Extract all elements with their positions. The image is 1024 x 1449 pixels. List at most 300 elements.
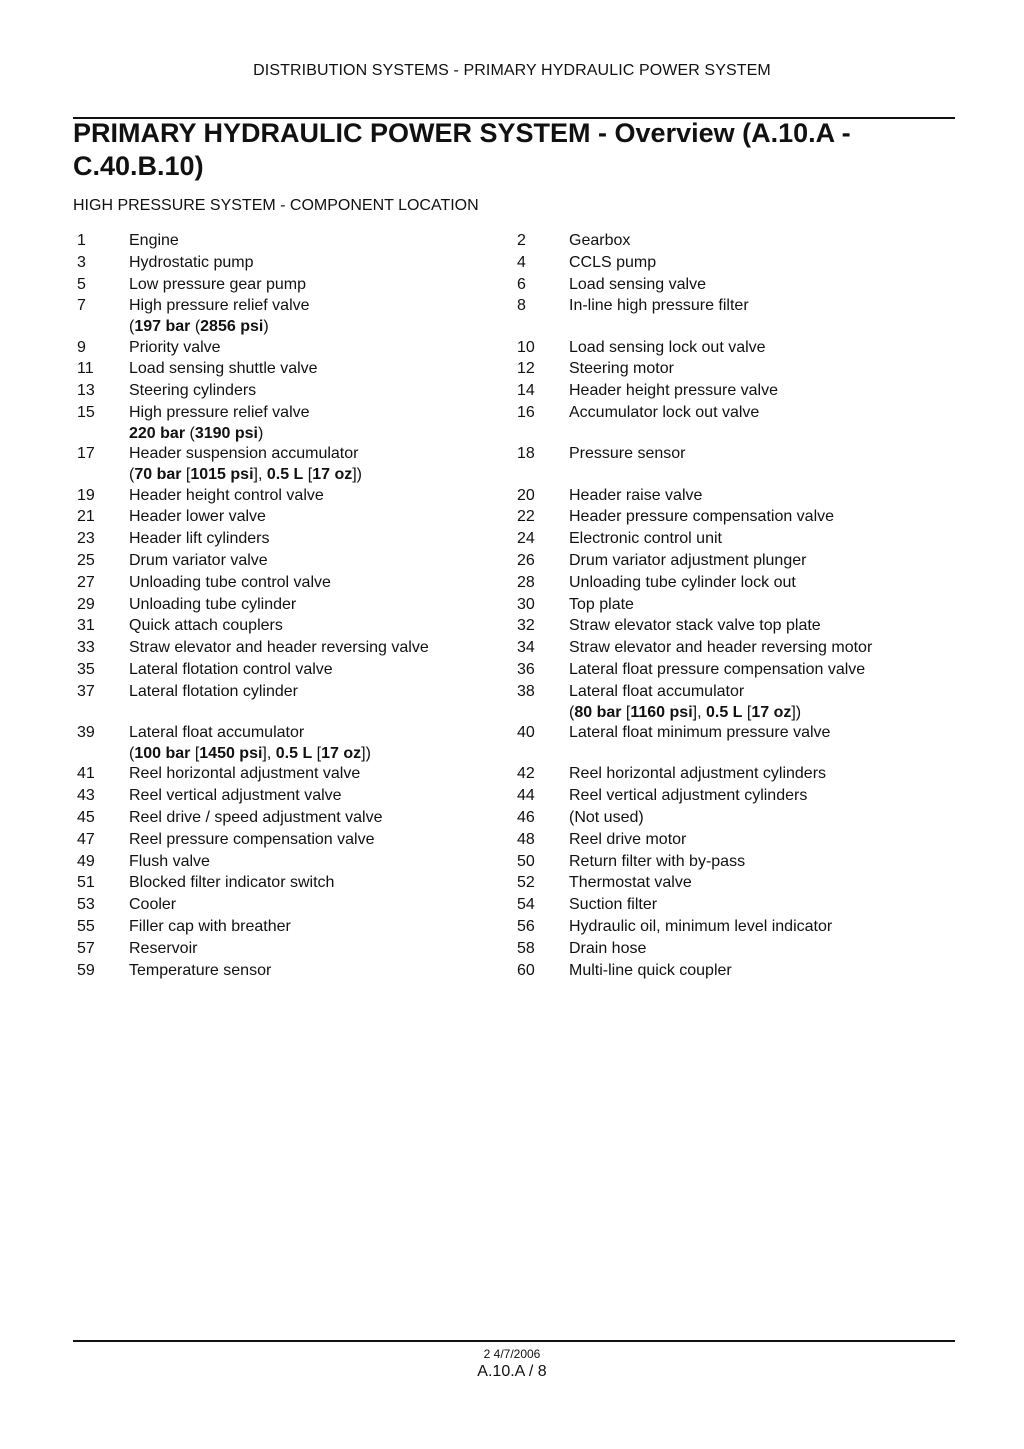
item-label: Return filter with by-pass xyxy=(569,852,746,870)
item-spec: (80 bar [1160 psi], 0.5 L [17 oz]) xyxy=(569,703,802,721)
legend-item xyxy=(77,938,517,960)
item-label: Lateral flotation control valve xyxy=(129,661,333,679)
item-label: Thermostat valve xyxy=(569,874,692,892)
legend-item xyxy=(77,916,517,938)
item-number: 28 xyxy=(517,573,535,591)
legend-item xyxy=(517,402,957,424)
item-label: Lateral float accumulator xyxy=(129,724,305,742)
item-label: Temperature sensor xyxy=(129,961,272,979)
item-label: Top plate xyxy=(569,595,634,613)
legend-row xyxy=(77,763,957,785)
item-description xyxy=(129,295,517,336)
item-label: Priority valve xyxy=(129,338,221,356)
legend-item xyxy=(77,402,517,443)
item-number: 11 xyxy=(77,360,94,378)
item-description xyxy=(569,230,957,252)
item-description xyxy=(569,659,957,681)
item-label: Suction filter xyxy=(569,896,658,914)
item-label: Reel horizontal adjustment valve xyxy=(129,765,361,783)
item-label: Reel vertical adjustment cylinders xyxy=(569,787,808,805)
item-description xyxy=(569,274,957,296)
legend-item xyxy=(517,960,957,982)
item-description xyxy=(569,550,957,572)
item-label: Blocked filter indicator switch xyxy=(129,874,335,892)
item-number: 56 xyxy=(517,918,535,936)
item-number: 5 xyxy=(77,275,86,293)
item-description xyxy=(129,637,517,659)
legend-item xyxy=(517,337,957,359)
legend-item xyxy=(517,443,957,465)
item-number: 2 xyxy=(517,232,526,249)
legend-item xyxy=(77,295,517,336)
item-number: 49 xyxy=(77,852,95,870)
footer-date: 2 4/7/2006 xyxy=(483,1347,541,1361)
item-description xyxy=(569,829,957,851)
legend-item xyxy=(77,851,517,873)
legend-row xyxy=(77,615,957,637)
item-description xyxy=(129,763,517,785)
legend-item xyxy=(77,337,517,359)
item-number: 32 xyxy=(517,617,535,635)
item-description xyxy=(129,659,517,681)
item-description xyxy=(129,252,517,274)
legend-item xyxy=(77,274,517,296)
item-description xyxy=(569,295,957,317)
item-label: Straw elevator and header reversing valve xyxy=(129,639,429,657)
legend-item xyxy=(77,829,517,851)
legend-row xyxy=(77,485,957,507)
item-description xyxy=(569,337,957,359)
item-label: Unloading tube cylinder xyxy=(129,595,297,613)
legend-item xyxy=(517,358,957,380)
item-label: Drum variator adjustment plunger xyxy=(569,552,807,570)
legend-row xyxy=(77,807,957,829)
legend-item xyxy=(517,659,957,681)
legend-item xyxy=(517,851,957,873)
item-label: Load sensing valve xyxy=(569,275,706,293)
item-number: 51 xyxy=(77,874,95,892)
legend-item xyxy=(517,594,957,616)
spec-pressure-bar: 100 bar xyxy=(134,744,191,762)
item-number: 31 xyxy=(77,617,95,635)
page-title-line-1: PRIMARY HYDRAULIC POWER SYSTEM - Overview (A.10.A - xyxy=(73,118,851,148)
legend-item xyxy=(77,785,517,807)
item-description xyxy=(569,938,957,960)
legend-row xyxy=(77,402,957,443)
item-label: Steering cylinders xyxy=(129,382,257,400)
legend-item xyxy=(517,785,957,807)
item-number: 52 xyxy=(517,874,535,892)
item-description xyxy=(569,358,957,380)
item-description xyxy=(129,938,517,960)
item-number: 15 xyxy=(77,404,95,422)
item-label: Drum variator valve xyxy=(129,552,268,570)
item-description xyxy=(129,851,517,873)
legend-row xyxy=(77,851,957,873)
item-description xyxy=(129,550,517,572)
spec-volume-oz: 17 oz xyxy=(312,466,353,484)
item-label: Lateral float accumulator xyxy=(569,682,745,700)
item-label: CCLS pump xyxy=(569,253,657,271)
item-label: Unloading tube control valve xyxy=(129,573,331,591)
item-label: Engine xyxy=(129,232,179,249)
legend-item xyxy=(77,659,517,681)
item-label: Lateral flotation cylinder xyxy=(129,682,298,700)
item-number: 39 xyxy=(77,724,95,742)
legend-item xyxy=(517,615,957,637)
item-label: Gearbox xyxy=(569,232,631,249)
legend-item xyxy=(517,916,957,938)
spec-volume-oz: 17 oz xyxy=(321,744,362,762)
item-description xyxy=(569,872,957,894)
spec-pressure-psi: 1450 psi xyxy=(199,744,263,762)
legend-row xyxy=(77,380,957,402)
item-number: 21 xyxy=(77,508,95,526)
spec-volume-l: 0.5 L xyxy=(275,744,313,762)
spec-volume-l: 0.5 L xyxy=(705,703,743,721)
item-label: Hydrostatic pump xyxy=(129,253,254,271)
page-title-line-2: C.40.B.10) xyxy=(73,151,204,181)
item-label: Reel pressure compensation valve xyxy=(129,830,375,848)
item-description xyxy=(129,894,517,916)
item-label: Accumulator lock out valve xyxy=(569,404,760,422)
spec-pressure-psi: 3190 psi xyxy=(194,424,258,442)
item-description xyxy=(569,960,957,982)
legend-item xyxy=(517,528,957,550)
item-description xyxy=(569,785,957,807)
item-number: 8 xyxy=(517,297,526,315)
item-description xyxy=(129,594,517,616)
legend-item xyxy=(77,485,517,507)
legend-item xyxy=(77,763,517,785)
legend-row xyxy=(77,722,957,763)
item-description xyxy=(129,358,517,380)
item-label: Straw elevator stack valve top plate xyxy=(569,617,821,635)
item-number: 18 xyxy=(517,445,535,463)
item-label: (Not used) xyxy=(569,809,644,827)
item-description xyxy=(129,506,517,528)
item-description xyxy=(569,894,957,916)
spec-volume-oz: 17 oz xyxy=(751,703,792,721)
item-description xyxy=(569,807,957,829)
legend-item xyxy=(517,252,957,274)
item-description xyxy=(129,572,517,594)
item-number: 16 xyxy=(517,404,535,422)
item-spec: (197 bar (2856 psi) xyxy=(129,318,269,336)
spec-pressure-psi: 1015 psi xyxy=(190,466,254,484)
item-label: Flush valve xyxy=(129,852,210,870)
item-number: 10 xyxy=(517,338,535,356)
item-label: Header lower valve xyxy=(129,508,266,526)
item-label: Pressure sensor xyxy=(569,445,686,463)
item-description xyxy=(569,380,957,402)
item-label: Cooler xyxy=(129,896,177,914)
legend-row xyxy=(77,785,957,807)
item-number: 41 xyxy=(77,765,95,783)
item-label: Load sensing shuttle valve xyxy=(129,360,318,378)
item-number: 24 xyxy=(517,530,535,548)
item-number: 9 xyxy=(77,338,86,356)
legend-item xyxy=(517,637,957,659)
item-number: 44 xyxy=(517,787,535,805)
item-label: Multi-line quick coupler xyxy=(569,961,732,979)
legend-item xyxy=(77,722,517,763)
item-description xyxy=(129,960,517,982)
legend-item xyxy=(517,230,957,252)
item-description xyxy=(569,252,957,274)
item-description xyxy=(129,402,517,443)
legend-row xyxy=(77,252,957,274)
legend-item xyxy=(77,681,517,703)
item-label: Header pressure compensation valve xyxy=(569,508,835,526)
spec-pressure-psi: 1160 psi xyxy=(630,703,693,721)
legend-item xyxy=(77,506,517,528)
legend-row xyxy=(77,681,957,722)
item-description xyxy=(129,380,517,402)
legend-item xyxy=(77,960,517,982)
legend-row xyxy=(77,960,957,982)
item-label: Straw elevator and header reversing motor xyxy=(569,639,873,657)
item-number: 53 xyxy=(77,896,95,914)
item-description xyxy=(569,851,957,873)
item-number: 4 xyxy=(517,253,526,271)
spec-pressure-bar: 197 bar xyxy=(134,318,191,336)
item-label: Filler cap with breather xyxy=(129,918,291,936)
item-description xyxy=(569,763,957,785)
item-number: 25 xyxy=(77,552,95,570)
item-number: 59 xyxy=(77,961,95,979)
legend-row xyxy=(77,443,957,484)
item-label: Load sensing lock out valve xyxy=(569,338,766,356)
legend-item xyxy=(517,550,957,572)
item-number: 55 xyxy=(77,918,95,936)
item-label: Reel drive motor xyxy=(569,830,687,848)
item-number: 60 xyxy=(517,961,535,979)
spec-pressure-psi: 2856 psi xyxy=(200,318,264,336)
legend-item xyxy=(517,295,957,317)
legend-item xyxy=(77,872,517,894)
item-number: 54 xyxy=(517,896,535,914)
item-number: 46 xyxy=(517,809,535,827)
item-label: Header lift cylinders xyxy=(129,530,270,548)
item-description xyxy=(569,615,957,637)
item-spec: 220 bar (3190 psi) xyxy=(129,424,264,442)
item-number: 50 xyxy=(517,852,535,870)
item-number: 19 xyxy=(77,486,95,504)
item-description xyxy=(569,594,957,616)
legend-row xyxy=(77,506,957,528)
item-number: 29 xyxy=(77,595,95,613)
legend-row xyxy=(77,295,957,336)
legend-row xyxy=(77,829,957,851)
item-description xyxy=(569,528,957,550)
item-number: 57 xyxy=(77,939,95,957)
item-label: Header height pressure valve xyxy=(569,382,779,400)
item-number: 38 xyxy=(517,682,535,700)
item-description xyxy=(129,615,517,637)
item-description xyxy=(569,916,957,938)
item-label: Header raise valve xyxy=(569,486,703,504)
item-label: Reel vertical adjustment valve xyxy=(129,787,342,805)
legend-item xyxy=(77,807,517,829)
legend-row xyxy=(77,337,957,359)
legend-row xyxy=(77,358,957,380)
item-number: 14 xyxy=(517,382,535,400)
item-label: Reel drive / speed adjustment valve xyxy=(129,809,383,827)
item-label: High pressure relief valve xyxy=(129,297,310,315)
item-description xyxy=(569,637,957,659)
legend-row xyxy=(77,938,957,960)
legend-item xyxy=(517,274,957,296)
item-number: 7 xyxy=(77,297,86,315)
item-label: Reel horizontal adjustment cylinders xyxy=(569,765,827,783)
page-title xyxy=(73,117,955,183)
legend-item xyxy=(77,894,517,916)
legend-row xyxy=(77,637,957,659)
item-description xyxy=(569,681,957,722)
legend-item xyxy=(517,506,957,528)
item-description xyxy=(129,785,517,807)
legend-item xyxy=(77,615,517,637)
item-label: Quick attach couplers xyxy=(129,617,283,635)
item-number: 13 xyxy=(77,382,95,400)
item-label: Low pressure gear pump xyxy=(129,275,306,293)
item-number: 3 xyxy=(77,253,86,271)
item-description xyxy=(129,337,517,359)
item-number: 1 xyxy=(77,232,86,249)
item-number: 36 xyxy=(517,661,535,679)
item-spec: (70 bar [1015 psi], 0.5 L [17 oz]) xyxy=(129,466,363,484)
item-label: High pressure relief valve xyxy=(129,404,310,422)
item-description xyxy=(129,485,517,507)
item-label: Lateral float pressure compensation valve xyxy=(569,661,866,679)
item-description xyxy=(569,722,957,744)
item-number: 22 xyxy=(517,508,535,526)
item-description xyxy=(129,443,517,484)
component-legend xyxy=(77,230,957,981)
item-description xyxy=(569,485,957,507)
spec-pressure-bar: 70 bar xyxy=(134,466,182,484)
item-number: 48 xyxy=(517,830,535,848)
item-number: 26 xyxy=(517,552,535,570)
item-number: 33 xyxy=(77,639,95,657)
item-label: Unloading tube cylinder lock out xyxy=(569,573,796,591)
legend-item xyxy=(77,358,517,380)
legend-row xyxy=(77,274,957,296)
item-number: 34 xyxy=(517,639,535,657)
item-number: 17 xyxy=(77,445,95,463)
legend-item xyxy=(77,550,517,572)
item-description xyxy=(569,572,957,594)
legend-item xyxy=(77,443,517,484)
item-label: In-line high pressure filter xyxy=(569,297,749,315)
legend-item xyxy=(517,807,957,829)
legend-item xyxy=(77,637,517,659)
item-label: Lateral float minimum pressure valve xyxy=(569,724,831,742)
item-label: Steering motor xyxy=(569,360,674,378)
spec-pressure-bar: 220 bar xyxy=(129,424,186,442)
legend-row xyxy=(77,872,957,894)
item-number: 6 xyxy=(517,275,526,293)
legend-item xyxy=(517,829,957,851)
item-number: 42 xyxy=(517,765,535,783)
item-number: 35 xyxy=(77,661,95,679)
item-label: Reservoir xyxy=(129,939,198,957)
item-description xyxy=(569,506,957,528)
legend-item xyxy=(517,763,957,785)
item-number: 43 xyxy=(77,787,95,805)
legend-row xyxy=(77,572,957,594)
item-description xyxy=(129,916,517,938)
spec-volume-l: 0.5 L xyxy=(266,466,304,484)
item-description xyxy=(129,528,517,550)
item-description xyxy=(129,807,517,829)
legend-item xyxy=(517,572,957,594)
item-label: Drain hose xyxy=(569,939,647,957)
section-subtitle: HIGH PRESSURE SYSTEM - COMPONENT LOCATION xyxy=(73,197,479,214)
legend-item xyxy=(77,572,517,594)
legend-row xyxy=(77,659,957,681)
legend-row xyxy=(77,230,957,252)
item-description xyxy=(569,443,957,465)
item-number: 23 xyxy=(77,530,95,548)
legend-row xyxy=(77,594,957,616)
item-number: 37 xyxy=(77,682,95,700)
item-description xyxy=(129,230,517,252)
bottom-divider xyxy=(73,1340,955,1342)
legend-row xyxy=(77,528,957,550)
item-label: Header height control valve xyxy=(129,486,324,504)
spec-pressure-bar: 80 bar xyxy=(574,703,622,721)
legend-item xyxy=(517,380,957,402)
item-number: 58 xyxy=(517,939,535,957)
legend-item xyxy=(517,681,957,722)
item-label: Electronic control unit xyxy=(569,530,722,548)
item-number: 12 xyxy=(517,360,535,378)
legend-item xyxy=(517,938,957,960)
legend-item xyxy=(77,252,517,274)
legend-item xyxy=(77,594,517,616)
legend-item xyxy=(77,380,517,402)
legend-row xyxy=(77,550,957,572)
item-description xyxy=(129,872,517,894)
legend-row xyxy=(77,894,957,916)
item-description xyxy=(569,402,957,424)
item-number: 47 xyxy=(77,830,95,848)
item-description xyxy=(129,681,517,703)
running-header: DISTRIBUTION SYSTEMS - PRIMARY HYDRAULIC POWER SYSTEM xyxy=(253,62,771,79)
footer-page-number: A.10.A / 8 xyxy=(477,1363,547,1380)
item-label: Hydraulic oil, minimum level indicator xyxy=(569,918,833,936)
item-description xyxy=(129,274,517,296)
item-number: 40 xyxy=(517,724,535,742)
legend-item xyxy=(517,722,957,744)
item-spec: (100 bar [1450 psi], 0.5 L [17 oz]) xyxy=(129,744,371,762)
legend-item xyxy=(517,894,957,916)
legend-item xyxy=(517,872,957,894)
legend-row xyxy=(77,916,957,938)
item-label: Header suspension accumulator xyxy=(129,445,359,463)
legend-item xyxy=(77,528,517,550)
item-number: 27 xyxy=(77,573,95,591)
item-number: 20 xyxy=(517,486,535,504)
item-number: 45 xyxy=(77,809,95,827)
item-description xyxy=(129,829,517,851)
legend-item xyxy=(517,485,957,507)
item-number: 30 xyxy=(517,595,535,613)
item-description xyxy=(129,722,517,763)
legend-item xyxy=(77,230,517,252)
